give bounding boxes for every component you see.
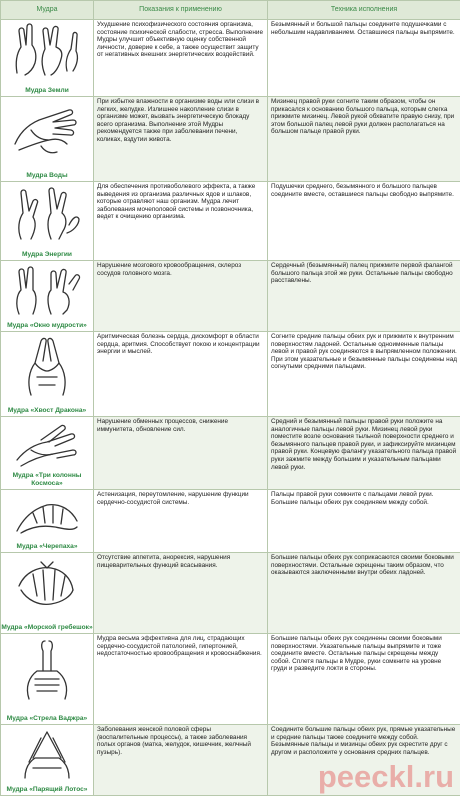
mudra-cell: [1, 417, 94, 490]
table-row: [1, 332, 460, 417]
indication-cell: Астенизация, переутомление, нарушение функции сердечно-сосудистой системы.: [94, 490, 268, 553]
mudra-cell: [1, 553, 94, 634]
watermark: peeckl.ru: [317, 759, 454, 794]
mudra-cell: [1, 261, 94, 332]
technique-cell: Согните средние пальцы обеих рук и прижмите к внутренним поверхностям ладоней. Остальные одноименные пальцы левой и правой рук соединяются в выпрямленном положении. При этом указательные и безымянные пальцы соединены над согнутыми средними пальцами.: [268, 332, 460, 417]
technique-cell: Большие пальцы обеих рук соединены своими боковыми поверхностями. Указательные пальцы выпрямите и тоже соедините вместе. Остальные пальцы скрещены между собой. Сплетя пальцы в Мудре, руки сомкните на уровне груди и разведите локти в стороны.: [268, 634, 460, 725]
technique-cell: Безымянный и большой пальцы соедините подушечками с небольшим надавливанием. Оставшиеся пальцы выпрямите.: [268, 20, 460, 97]
indication-cell: При избытке влажности в организме воды или слизи в легких, желудке. Излишнее накопление слизи в организме может, вызвать энергетическую блокаду всего организма. Выполнение этой Мудры рекомендуется также при заболевании печени, коликах, вздутии живота.: [94, 97, 268, 182]
mudra-name: Мудра «Стрела Ваджра»: [6, 714, 88, 722]
technique-cell: Мизинец правой руки согните таким образом, чтобы он прикасался к основанию большого пальца, которым слегка прижмите мизинец. Левой рукой обхватите правую снизу, при этом большой палец левой руки должен располагаться на большом пальце правой руки.: [268, 97, 460, 182]
technique-cell: Пальцы правой руки сомкните с пальцами левой руки. Большие пальцы обеих рук соединяем между собой.: [268, 490, 460, 553]
header-mudra: Мудра: [1, 1, 94, 20]
hand-gesture-icon: [11, 100, 83, 160]
hand-gesture-icon: [11, 420, 83, 468]
indication-cell: Нарушение мозгового кровообращения, склероз сосудов головного мозга.: [94, 261, 268, 332]
table-row: [1, 490, 460, 553]
table-row: [1, 97, 460, 182]
table-row: [1, 725, 460, 796]
technique-cell: Подушечки среднего, безымянного и большого пальцев соедините вместе, оставшиеся пальцы свободно выпрямите.: [268, 182, 460, 261]
table-header-row: [1, 1, 460, 20]
table-row: [1, 634, 460, 725]
hand-gesture-icon: [11, 185, 83, 243]
mudra-name: Мудра «Окно мудрости»: [7, 321, 87, 329]
table-row: [1, 261, 460, 332]
indication-cell: Отсутствие аппетита, анорексия, нарушения пищеварительных функций всасывания.: [94, 553, 268, 634]
table-row: [1, 20, 460, 97]
mudra-cell: [1, 97, 94, 182]
mudra-name: Мудра «Парящий Лотос»: [6, 785, 88, 793]
indication-cell: Аритмическая болезнь сердца, дискомфорт в области сердца, аритмия. Способствует покою и концентрации энергии и мыслей.: [94, 332, 268, 417]
hand-gesture-icon: [11, 637, 83, 703]
indication-cell: Мудра весьма эффективна для лиц, страдающих сердечно-сосудистой патологией, гипертонией, недостаточностью кровообращения и кровоснабжения.: [94, 634, 268, 725]
mudra-name: Мудра «Черепаха»: [16, 542, 78, 550]
technique-cell: Сердечный (безымянный) палец прижмите первой фалангой большого пальца этой же руки. Остальные пальцы свободно расставлены.: [268, 261, 460, 332]
mudra-name: Мудра «Хвост Дракона»: [7, 406, 87, 414]
technique-cell: Средний и безымянный пальцы правой руки положите на аналогичные пальцы левой руки. Мизинец левой руки поместите возле основания тыльной поверхности среднего и безымянного пальцев правой руки, и зафиксируйте мизинцем правой руки. Концевую фалангу указательного пальца правой руки зажмите между большим и указательным пальцами левой руки.: [268, 417, 460, 490]
hand-gesture-icon: [11, 264, 83, 316]
header-technique: Техника исполнения: [268, 1, 460, 20]
mudra-cell: [1, 182, 94, 261]
hand-gesture-icon: [11, 23, 83, 79]
indication-cell: Ухудшение психофизического состояния организма, состояние психической слабости, стресса. Выполнение Мудры улучшит объективную оценку собственной личности, доверие к себе, а также осуществит защиту от негативных внешних энергетических воздействий.: [94, 20, 268, 97]
indication-cell: Нарушение обменных процессов, снижение иммунитета, обновление сил.: [94, 417, 268, 490]
mudra-cell: [1, 725, 94, 796]
mudra-cell: [1, 490, 94, 553]
table-row: [1, 182, 460, 261]
mudra-cell: [1, 332, 94, 417]
indication-cell: Заболевания женской половой сферы (воспалительные процессы), а также заболевания полых органов (матка, желудок, кишечник, желчный пузырь).: [94, 725, 268, 796]
technique-cell: Большие пальцы обеих рук соприкасаются своими боковыми поверхностями. Остальные скрещены таким образом, что оказываются заключенными внутри обеих ладоней.: [268, 553, 460, 634]
hand-gesture-icon: [11, 335, 83, 397]
indication-cell: Для обеспечения противоболевого эффекта, а также выведения из организма различных ядов и шлаков, которые отравляют наш организм. Мудра лечит заболевания мочеполовой системы и позвоночника, ведет к очищению организма.: [94, 182, 268, 261]
mudra-cell: [1, 634, 94, 725]
mudra-cell: [1, 20, 94, 97]
hand-gesture-icon: [11, 556, 83, 610]
table-row: [1, 417, 460, 490]
mudra-name: Мудра «Морской гребешок»: [1, 623, 93, 631]
mudra-name: Мудра «Три колонны Космоса»: [12, 472, 82, 487]
hand-gesture-icon: [11, 728, 83, 780]
technique-cell: Соедините большие пальцы обеих рук, прямые указательные и средние пальцы также соедините между собой. Безымянные пальцы и мизинцы обеих рук скрестите друг с другом и расположите у основания средних пальцев.: [268, 725, 460, 796]
mudra-name: Мудра Земли: [25, 86, 69, 94]
mudra-name: Мудра Энергии: [22, 250, 72, 258]
mudra-name: Мудра Воды: [26, 171, 68, 179]
table-row: [1, 553, 460, 634]
hand-gesture-icon: [11, 493, 83, 537]
header-indications: Показания к применению: [94, 1, 268, 20]
